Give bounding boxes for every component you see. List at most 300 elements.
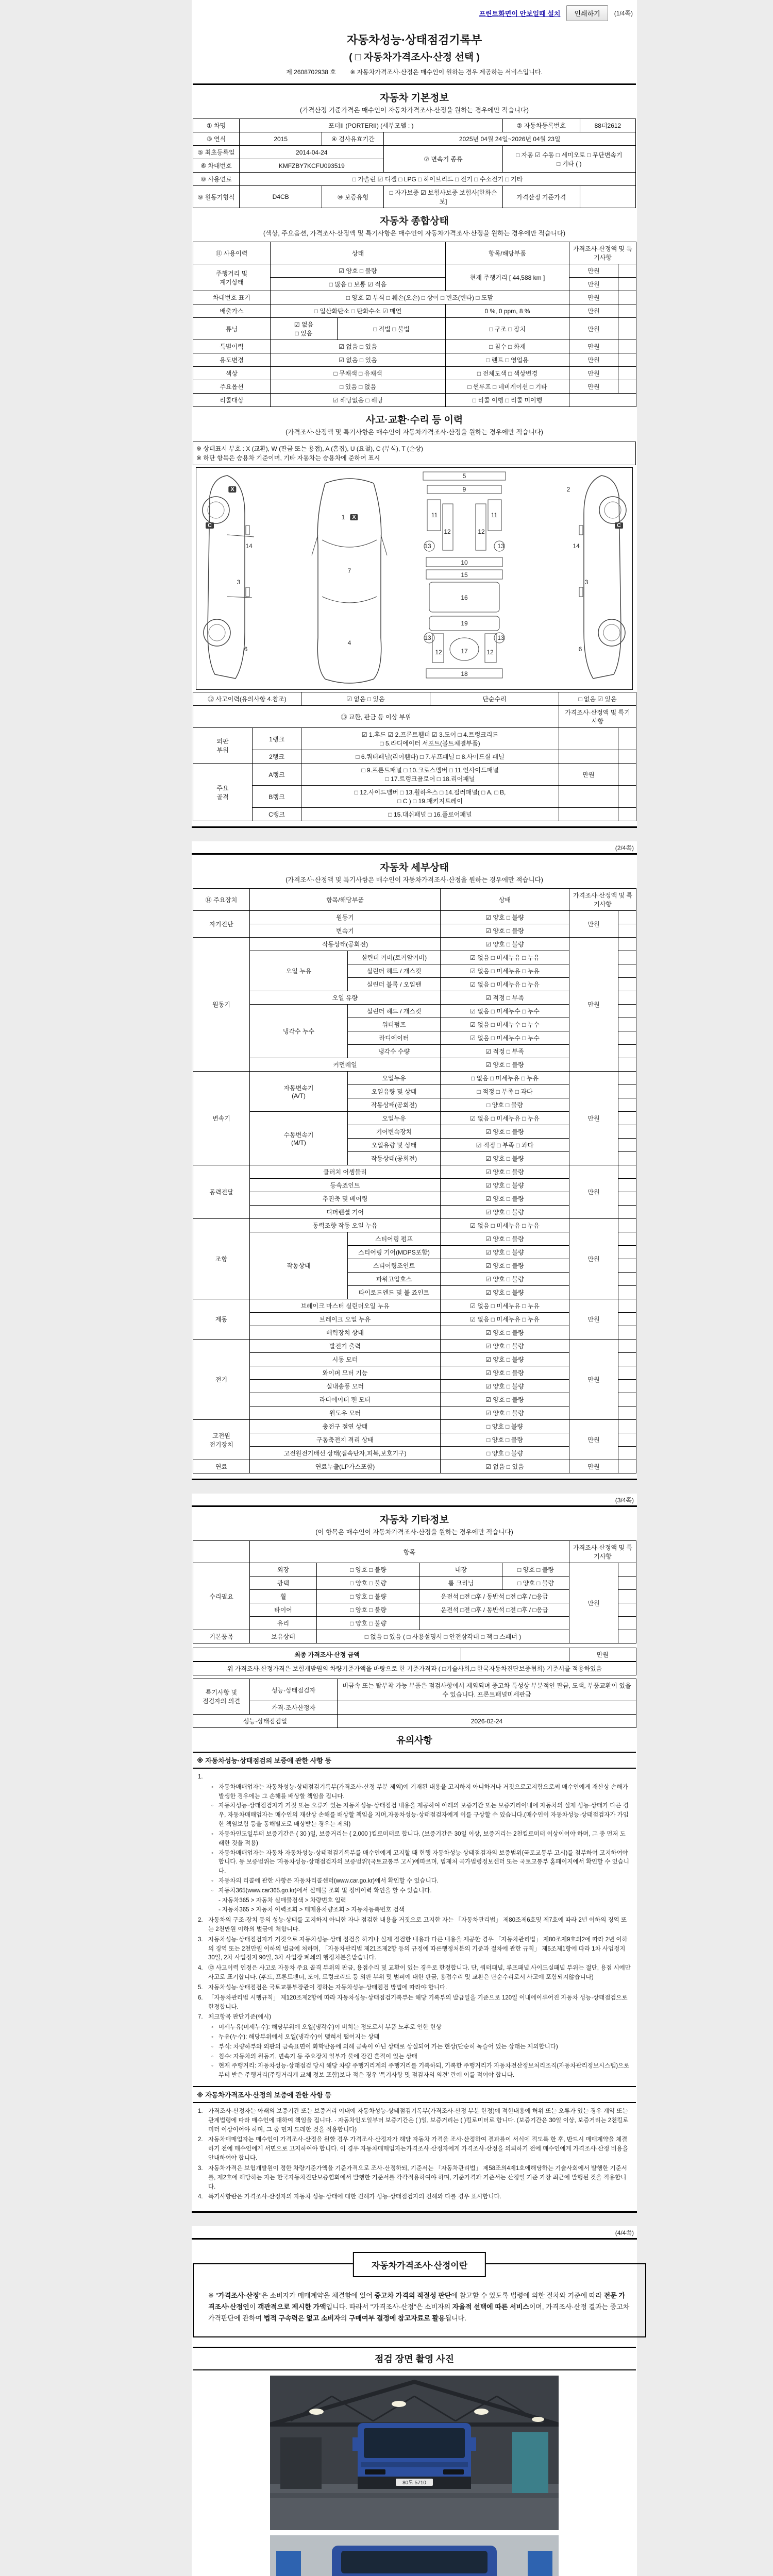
print-toolbar xyxy=(192,0,637,24)
cell-label: 휠 xyxy=(250,1590,317,1603)
checkbox-group[interactable]: ☑ 없음 □ 미세누수 □ 누수 xyxy=(441,1005,569,1018)
panel-number-2: 2 xyxy=(566,486,570,493)
checkbox-group[interactable]: ☑ 양호 □ 불량 xyxy=(441,1179,569,1192)
price-unit-label: 만원 xyxy=(569,353,618,367)
checkbox-group[interactable]: ☑ 양호 □ 불량 xyxy=(441,1125,569,1139)
checkbox-group[interactable]: ☑ 1.후드 ☑ 2.프론트휀더 ☑ 3.도어 □ 4.트렁크리드 □ 5.라디에이터 서포트(볼트체결부품) xyxy=(301,728,559,750)
checkbox-group[interactable]: □ 적정 □ 부족 □ 과다 xyxy=(441,1085,569,1098)
notice-sub-item: ◦ 현재 주행거리: 자동차성능·상태점검 당시 해당 차량 주행거리계의 주행거리를 기록하되, 기록한 주행거리가 자동차전산정보처리조직(자동차관리정보시스템)으로부터 받은 주행거리(주행거리계 교체 정보 포함)보다 적은 경우 '특기사항 및 점검자의 의견' 란에 이를 적어야 합니다. xyxy=(211,2063,630,2079)
notice-sub-item: ◦ 미세누유(미세누수): 해당부위에 오일(냉각수)이 비치는 정도로서 부품 노후로 인한 현상 xyxy=(211,2024,442,2031)
page-1 xyxy=(192,24,637,828)
cell-label: 항목/해당부품 xyxy=(446,242,569,264)
notice-section1-header: ※ 자동차성능·상태점검의 보증에 관한 사항 등 xyxy=(193,1752,636,1769)
cell-label: ③ 연식 xyxy=(193,132,240,146)
notice-sub-item: ◦ 자동차인도일부터 보증기간은 ( 30 )일, 보증거리는 ( 2,000 )킬로미터로 합니다. (보증기간은 30일 이상, 보증거리는 2천킬로미터 이상이어야 하며, 그 중 먼저 도래한 것을 적용) xyxy=(211,1831,626,1846)
cell-label: 상태 xyxy=(441,889,569,911)
cell-label: 고전원 전기장치 xyxy=(193,1420,250,1460)
empty-cell xyxy=(618,1273,636,1286)
empty-cell xyxy=(618,911,636,924)
checkbox-group[interactable]: ☑ 적정 □ 부족 xyxy=(441,991,569,1005)
checkbox-group[interactable]: □ 12.사이드멤버 □ 13.휠하우스 □ 14.필러패널( □ A, □ B, □ C ) □ 19.패키지트레이 xyxy=(301,786,559,808)
cell-label: 실린더 커버(로커암커버) xyxy=(348,951,441,964)
notice-item: 2. 자동차의 구조·장치 등의 성능·상태를 고지하지 아니한 자나 점검한 내용을 거짓으로 고지한 자는 「자동차관리법」 제80조제6호및 제7호에 따라 2년 이하의 징역 또는 2천만원 이하의 벌금에 처합니다. xyxy=(198,1917,627,1933)
checkbox-group[interactable]: 위 가격조사·산정가격은 보험개발원의 차량기준가액을 바탕으로 한 기준가격과 ( □기술사회,□ 한국자동차진단보증협회) 기준서를 적용하였음 xyxy=(193,1662,636,1675)
price-unit-label: 만원 xyxy=(569,1072,618,1165)
cell-label: 가격조사·산정액 및 특기사항 xyxy=(559,706,636,728)
empty-cell xyxy=(461,1648,569,1662)
checkbox-group[interactable]: ☑ 없음 □ 미세누유 □ 누유 xyxy=(441,964,569,978)
empty-cell xyxy=(618,1590,636,1603)
checkbox-group[interactable]: □ 양호 □ 불량 xyxy=(441,1433,569,1447)
inspection-photo-front xyxy=(270,2376,559,2530)
basic-info-table xyxy=(193,118,636,208)
cell-label: ⑩ 보증유형 xyxy=(322,186,384,208)
checkbox-group[interactable]: ☑ 양호 □ 불량 xyxy=(441,1058,569,1072)
etc-info-table xyxy=(193,1540,636,1643)
empty-cell xyxy=(618,367,636,380)
cell-label: 색상 xyxy=(193,367,271,380)
empty-cell xyxy=(618,1085,636,1098)
checkbox-group[interactable]: □ 적법 □ 불법 xyxy=(338,318,446,340)
doc-number: 제 2608702938 호 xyxy=(286,69,336,76)
panel-number-15: 15 xyxy=(461,571,468,579)
checkbox-group[interactable]: □ 양호 □ 불량 xyxy=(502,1577,569,1590)
panel-number-13: 13 xyxy=(424,634,431,641)
cell-label: 차대번호 표기 xyxy=(193,291,271,304)
section-sub-basic: (가격산정 기준가격은 매수인이 자동차가격조사·산정을 원하는 경우에만 적습니다) xyxy=(300,107,529,114)
cell-label: 타이어 xyxy=(250,1603,317,1617)
price-unit-label: 만원 xyxy=(569,1219,618,1299)
empty-cell xyxy=(618,924,636,938)
empty-cell xyxy=(618,764,636,786)
cell-label: 특별이력 xyxy=(193,340,271,353)
checkbox-group[interactable]: ☑ 없음 □ 미세누유 □ 누유 xyxy=(441,951,569,964)
price-unit-label: 만원 xyxy=(569,264,618,278)
cell-label: 동력전달 xyxy=(193,1165,250,1219)
cell-label: 튜닝 xyxy=(193,318,271,340)
panel-number-13: 13 xyxy=(497,634,505,641)
cell-label: 성능·상태점검자 xyxy=(250,1679,338,1701)
checkbox-group[interactable]: ☑ 양호 □ 불량 xyxy=(441,1232,569,1246)
cell-label: ⑬ 교환, 판금 등 이상 부위 xyxy=(193,706,559,728)
empty-cell xyxy=(569,394,636,407)
empty-cell xyxy=(618,1139,636,1152)
checkbox-group[interactable]: □ 가솔린 ☑ 디젤 □ LPG □ 하이브리드 □ 전기 □ 수소전기 □ 기타 xyxy=(240,173,636,186)
notice-item: 5. 자동차성능·상태점검은 국토교통부장관이 정하는 자동차성능·상태점검 방법에 따라야 합니다. xyxy=(198,1984,447,1991)
cell-label: ⑪ 사용이력 xyxy=(193,242,271,264)
notice-sub-item: ◦ 자동차365(www.car365.go.kr)에서 실매물 조회 및 정비이력 확인을 할 수 있습니다. xyxy=(211,1887,432,1894)
checkbox-group[interactable]: ☑ 양호 □ 불량 xyxy=(441,1353,569,1366)
photo1-license-plate: 80도 5710 xyxy=(402,2480,426,2486)
cell-label: 2014-04-24 xyxy=(240,146,384,159)
cell-label: ⑥ 차대번호 xyxy=(193,159,240,173)
checkbox-group[interactable]: □ 양호 ☑ 부식 □ 훼손(오손) □ 상이 □ 변조(변타) □ 도말 xyxy=(271,291,569,304)
checkbox-group[interactable]: ☑ 양호 □ 불량 xyxy=(441,911,569,924)
empty-cell xyxy=(618,808,636,821)
checkbox-group[interactable]: □ 자가보증 ☑ 보험사보증 보험사[한화손보] xyxy=(384,186,502,208)
cell-label: 충전구 절연 상태 xyxy=(250,1420,441,1433)
empty-cell xyxy=(618,1393,636,1406)
damage-code-legend-line2: ※ 하단 항목은 승용차 기준이며, 기타 자동차는 승용차에 준하여 표시 xyxy=(196,454,380,462)
panel-number-5: 5 xyxy=(462,472,466,480)
cell-label: 실린더 블록 / 오일팬 xyxy=(348,978,441,991)
print-button[interactable]: 인쇄하기 xyxy=(566,5,608,21)
cell-label: 현재 주행거리 [ 44,588 km ] xyxy=(446,264,569,291)
price-unit-label: 만원 xyxy=(569,938,618,1072)
cell-label: 변속기 xyxy=(193,1072,250,1165)
notice-sub-item: ◦ 침수: 자동차의 원동기, 변속기 등 주요장치 일부가 물에 잠긴 흔적이 있는 상태 xyxy=(211,2053,417,2060)
empty-cell xyxy=(618,1031,636,1045)
cell-label: 가격조사·산정액 및 특기사항 xyxy=(569,242,636,264)
empty-cell xyxy=(618,1206,636,1219)
checkbox-group[interactable]: ☑ 양호 □ 불량 xyxy=(441,1366,569,1380)
panel-number-12: 12 xyxy=(444,528,451,535)
page-marker-4: (4/4쪽) xyxy=(615,2229,634,2237)
checkbox-group[interactable]: ☑ 양호 □ 불량 xyxy=(441,1406,569,1420)
cell-label: 시동 모터 xyxy=(250,1353,441,1366)
checkbox-group[interactable]: 운전석 □전 □후 / 동반석 □전 □후 / □응급 xyxy=(420,1603,569,1617)
cell-label: 가격·조사산정자 xyxy=(250,1701,338,1715)
checkbox-group[interactable]: ☑ 양호 □ 불량 xyxy=(441,1326,569,1340)
notice-sub-item: - 자동차365 > 자동차 실매물검색 > 차량번호 입력 xyxy=(219,1897,346,1904)
cell-label: 주행거리 및 계기상태 xyxy=(193,264,271,291)
empty-cell xyxy=(618,1045,636,1058)
checkbox-group[interactable]: ☑ 없음 □ 있음 xyxy=(271,353,446,367)
cell-label: 항목/해당부품 xyxy=(250,889,441,911)
checkbox-group[interactable]: □ 없음 □ 미세누유 □ 누유 xyxy=(441,1072,569,1085)
cell-label: 연료누출(LP가스포함) xyxy=(250,1460,441,1473)
empty-cell xyxy=(618,1299,636,1313)
empty-cell xyxy=(618,1259,636,1273)
cell-label: 브레이크 오일 누유 xyxy=(250,1313,441,1326)
cell-label: 2025년 04월 24일~2026년 04월 23일 xyxy=(384,132,636,146)
checkbox-group[interactable]: ☑ 양호 □ 불량 xyxy=(441,1152,569,1165)
checkbox-group[interactable]: ☑ 양호 □ 불량 xyxy=(441,1206,569,1219)
checkbox-group[interactable]: □ 양호 □ 불량 xyxy=(441,1447,569,1460)
cell-label: 주요 골격 xyxy=(193,764,253,821)
empty-cell xyxy=(618,1460,636,1473)
panel-number-17: 17 xyxy=(461,648,468,655)
checkbox-group[interactable]: □ 없음 □ 있음 ( □ 사용설명서 □ 안전삼각대 □ 잭 □ 스패너 ) xyxy=(317,1630,569,1643)
cell-label: 88더2612 xyxy=(580,119,635,132)
panel-number-4: 4 xyxy=(347,639,351,647)
page-marker-1: (1/4쪽) xyxy=(614,10,633,17)
empty-cell xyxy=(618,1366,636,1380)
cell-label: 등속죠인트 xyxy=(250,1179,441,1192)
doc-subtitle-price-option[interactable]: ( □ 자동차가격조사·산정 선택 ) xyxy=(349,52,480,63)
checkbox-group[interactable]: ☑ 양호 □ 불량 xyxy=(441,1286,569,1299)
section-sub-etc: (이 항목은 매수인이 자동차가격조사·산정을 원하는 경우에만 적습니다) xyxy=(315,1529,513,1536)
empty-cell xyxy=(618,1313,636,1326)
checkbox-group[interactable]: 운전석 □전 □후 / 동반석 □전 □후 / □응급 xyxy=(420,1590,569,1603)
checkbox-group[interactable]: ☑ 적정 □ 부족 xyxy=(441,1045,569,1058)
panel-number-12: 12 xyxy=(435,649,442,656)
checkbox-group[interactable]: □ 구조 □ 장치 xyxy=(446,318,569,340)
checkbox-group[interactable]: □ 일산화탄소 □ 탄화수소 ☑ 매연 xyxy=(271,304,446,318)
price-survey-explain-title: 자동차가격조사·산정이란 xyxy=(353,2252,486,2277)
notice-item: 3. 자동차가격은 보험개발원이 정한 차량기준가액을 기준가격으로 조사·산정하되, 기준서는 「자동차관리법」 제58조의4제1호에해당하는 기술사회에서 발행한 기준서를, 제2호에 해당하는 자는 한국자동차진단보증협회에서 발행한 기준서를 각각적용하여야 하며, 기준가격과 기준서는 산정일 기준 가장 최근에 발행된 것을 적용합니다. xyxy=(198,2165,627,2190)
panel-number-1: 1 xyxy=(341,514,345,521)
panel-number-16: 16 xyxy=(461,594,468,601)
page-2 xyxy=(192,853,637,1480)
checkbox-group[interactable]: ☑ 없음 □ 미세누유 □ 누유 xyxy=(441,1313,569,1326)
cell-label: 스티어링조인트 xyxy=(348,1259,441,1273)
cell-label: 스티어링 기어(MDPS포함) xyxy=(348,1246,441,1259)
section-title-overall: 자동차 종합상태 xyxy=(380,216,449,227)
empty-cell xyxy=(618,728,636,750)
empty-cell xyxy=(618,1125,636,1139)
empty-cell xyxy=(618,1018,636,1031)
page-3 xyxy=(192,1505,637,2213)
cell-label: 외판 부위 xyxy=(193,728,253,764)
panel-number-12: 12 xyxy=(478,528,485,535)
cell-label: ④ 검사유효기간 xyxy=(322,132,384,146)
section-title-detail: 자동차 세부상태 xyxy=(380,862,449,873)
cell-label: 용도변경 xyxy=(193,353,271,367)
notice-item: 3. 자동차성능·상태점검자가 거짓으로 자동차성능·상태 점검을 하거나 실제 점검한 내용과 다른 내용을 제공한 경우 「자동차관리법」 제80조제9호의2에 따라 2년 이하의 징역 또는 2천만원 이하의 벌금에 처하며, 「자동차관리법 제21조제2항 등의 규정에 따른행정처분의 기준과 절차에 관한 규칙」 제5조제1항에 따라 1차 사업정지 30일, 2차 사업정지 90일, 3차 사업장 폐쇄의 행정처분을받습니다. xyxy=(198,1936,628,1961)
checkbox-group[interactable]: □ 양호 □ 불량 xyxy=(502,1563,569,1577)
checkbox-group[interactable]: □ 렌트 □ 영업용 xyxy=(446,353,569,367)
checkbox-group[interactable]: ☑ 양호 □ 불량 xyxy=(441,924,569,938)
checkbox-group[interactable]: □ 침수 □ 화재 xyxy=(446,340,569,353)
cell-label: 작동상태(공회전) xyxy=(348,1098,441,1112)
panel-number-11: 11 xyxy=(431,512,438,519)
checkbox-group[interactable]: □ 양호 □ 불량 xyxy=(317,1617,420,1630)
inspector-opinion-table xyxy=(193,1679,636,1728)
empty-cell xyxy=(618,1165,636,1179)
cell-label: 디퍼렌셜 기어 xyxy=(250,1206,441,1219)
cell-label: 오일 누유 xyxy=(250,951,348,991)
empty-cell xyxy=(618,380,636,394)
price-unit-label: 만원 xyxy=(569,380,618,394)
empty-cell xyxy=(420,1617,569,1630)
checkbox-group[interactable]: ☑ 없음 □ 미세누유 □ 누유 xyxy=(441,978,569,991)
damage-mark-C: C xyxy=(206,522,214,529)
cell-label: 외장 xyxy=(250,1563,317,1577)
cell-label: 오일유량 및 상태 xyxy=(348,1085,441,1098)
cell-label: 기어변속장치 xyxy=(348,1125,441,1139)
price-survey-explain-box xyxy=(193,2263,646,2337)
checkbox-group[interactable]: ☑ 적정 □ 부족 □ 과다 xyxy=(441,1139,569,1152)
accident-history-table xyxy=(193,692,636,821)
cell-label: 윈도우 모터 xyxy=(250,1406,441,1420)
price-unit-label: 만원 xyxy=(569,1299,618,1340)
cell-label: 실내송풍 모터 xyxy=(250,1380,441,1393)
cell-label: 와이퍼 모터 기능 xyxy=(250,1366,441,1380)
checkbox-group[interactable]: ☑ 없음 □ 있음 xyxy=(271,340,446,353)
empty-cell xyxy=(618,1406,636,1420)
empty-cell xyxy=(618,1380,636,1393)
empty-cell xyxy=(618,991,636,1005)
price-unit-label: 만원 xyxy=(569,911,618,938)
empty-cell xyxy=(559,786,618,808)
checkbox-group[interactable]: □ 양호 □ 불량 xyxy=(441,1420,569,1433)
checkbox-group[interactable]: ☑ 양호 □ 불량 xyxy=(441,1165,569,1179)
damage-mark-X: X xyxy=(350,514,358,520)
price-unit-label: 만원 xyxy=(569,1563,618,1643)
checkbox-group[interactable]: ☑ 양호 □ 불량 xyxy=(441,1246,569,1259)
checkbox-group[interactable]: □ 9.프론트패널 □ 10.크로스멤버 □ 11.인사이드패널 □ 17.트렁크플로어 □ 18.리어패널 xyxy=(301,764,559,786)
checkbox-group[interactable]: □ 양호 □ 불량 xyxy=(441,1098,569,1112)
checkbox-group[interactable]: ☑ 양호 □ 불량 xyxy=(441,938,569,951)
cell-label: 리콜대상 xyxy=(193,394,271,407)
cell-label: KMFZBY7KCFU093519 xyxy=(240,159,384,173)
price-unit-label: 만원 xyxy=(569,1648,636,1662)
cell-label: ⑧ 사용연료 xyxy=(193,173,240,186)
cell-label: ⑤ 최초등록일 xyxy=(193,146,240,159)
overall-state-table xyxy=(193,242,636,407)
notice-item: 1. xyxy=(198,1774,203,1780)
notice-item: 2. 자동차매매업자는 매수인이 가격조사·산정을 원할 경우 가격조사·산정자가 해당 자동차 가격을 조사·산정하여 결과를이 서식에 적도록 한 후, 반드시 매매계약을 체결하기 전에 매수인에게 서면으로 고지하여야 합니다. 이 경우 자동차매매업자는가격조사·산정자에게 가격조사·산정을 의뢰하기 전에 매수인에게 가격조사·산정 비용을 안내하여야 합니다. xyxy=(198,2137,628,2162)
cell-label: 수동변속기 (M/T) xyxy=(250,1112,348,1165)
cell-label: D4CB xyxy=(240,186,322,208)
notice-item: 6. 「자동차관리법 시행규칙」 제120조제2항에 따라 자동차성능·상태점검기록부는 해당 기록부의 발급일을 기준으로 120일 이내에이루어진 자동차 성능·상태점검으로 한정합니다. xyxy=(198,1994,628,2010)
empty-cell xyxy=(618,304,636,318)
panel-number-3: 3 xyxy=(237,579,241,586)
checkbox-group[interactable]: ☑ 양호 □ 불량 xyxy=(441,1393,569,1406)
checkbox-group[interactable]: □ 15.대쉬패널 □ 16.플로어패널 xyxy=(301,808,559,821)
cell-label: B랭크 xyxy=(253,786,301,808)
checkbox-group[interactable]: □ 양호 □ 불량 xyxy=(317,1563,420,1577)
checkbox-group[interactable]: □ 6.쿼터패널(리어휀다) □ 7.루프패널 □ 8.사이드실 패널 xyxy=(301,750,559,764)
cell-label: 냉각수 누수 xyxy=(250,1005,348,1058)
page-4 xyxy=(192,2238,637,2576)
empty-cell xyxy=(618,1447,636,1460)
panel-number-6: 6 xyxy=(244,646,248,653)
notice-item: 7. 체크항목 판단기준(예시) xyxy=(198,2014,271,2021)
checkbox-group[interactable]: □ 양호 □ 불량 xyxy=(317,1577,420,1590)
page-marker-3: (3/4쪽) xyxy=(615,1497,634,1504)
cell-label: 커먼레일 xyxy=(250,1058,441,1072)
checkbox-group[interactable]: ☑ 양호 □ 불량 xyxy=(441,1340,569,1353)
cell-label: 원동기 xyxy=(193,938,250,1072)
checkbox-group[interactable]: ☑ 해당없음 □ 해당 xyxy=(271,394,446,407)
checkbox-group[interactable]: ☑ 없음 □ 미세누수 □ 누수 xyxy=(441,1018,569,1031)
cell-label: 라디에이터 xyxy=(348,1031,441,1045)
empty-cell xyxy=(618,1340,636,1353)
checkbox-group[interactable]: □ 자동 ☑ 수동 □ 세미오토 □ 무단변속기 □ 기타 ( ) xyxy=(502,146,635,173)
checkbox-group[interactable]: □ 많음 □ 보통 ☑ 적음 xyxy=(271,278,446,291)
empty-cell xyxy=(618,786,636,808)
cell-label: 배력장치 상태 xyxy=(250,1326,441,1340)
cell-label: 상태 xyxy=(271,242,446,264)
cell-label: 실린더 헤드 / 개스킷 xyxy=(348,1005,441,1018)
empty-cell xyxy=(618,1232,636,1246)
checkbox-group[interactable]: ☑ 없음 □ 있음 xyxy=(271,318,338,340)
cell-label: ① 차명 xyxy=(193,119,240,132)
checkbox-group[interactable]: □ 전체도색 □ 색상변경 xyxy=(446,367,569,380)
damage-code-legend-line1: ※ 상태표시 부호 : X (교환), W (판금 또는 용접), A (흠집), U (요철), C (부식), T (손상) xyxy=(196,445,423,452)
checkbox-group[interactable]: □ 없음 ☑ 있음 xyxy=(559,692,636,706)
doc-service-note: ※ 자동차가격조사·산정은 매수인이 원하는 경우 제공하는 서비스입니다. xyxy=(350,69,543,76)
panel-number-12: 12 xyxy=(486,649,494,656)
checkbox-group[interactable]: ☑ 양호 □ 불량 xyxy=(441,1192,569,1206)
cell-label: 워터펌프 xyxy=(348,1018,441,1031)
vehicle-damage-diagram[interactable] xyxy=(196,467,633,690)
panel-number-14: 14 xyxy=(573,543,580,550)
empty-cell xyxy=(618,938,636,951)
notice-sub-item: ◦ 누유(누수): 해당부위에서 오일(냉각수)이 맺혀서 떨어지는 상태 xyxy=(211,2033,380,2040)
empty-cell xyxy=(618,1005,636,1018)
checkbox-group[interactable]: ☑ 없음 □ 미세누유 □ 누유 xyxy=(441,1299,569,1313)
price-unit-label: 만원 xyxy=(559,764,618,786)
empty-cell xyxy=(618,1563,636,1577)
notice-section2-body xyxy=(193,2103,636,2206)
empty-cell xyxy=(618,951,636,964)
price-unit-label: 만원 xyxy=(569,367,618,380)
empty-cell xyxy=(618,1353,636,1366)
checkbox-group[interactable]: □ 양호 □ 불량 xyxy=(317,1603,420,1617)
cell-label: 기본품목 xyxy=(193,1630,250,1643)
section-sub-overall: (색상, 주요옵션, 가격조사·산정액 및 특기사항은 매수인이 자동차가격조사·산정을 원하는 경우에만 적습니다) xyxy=(263,230,566,237)
empty-cell xyxy=(618,264,636,278)
empty-cell xyxy=(618,1192,636,1206)
price-unit-label: 만원 xyxy=(569,1340,618,1420)
checkbox-group[interactable]: ☑ 없음 □ 미세누유 □ 누유 xyxy=(441,1112,569,1125)
empty-cell xyxy=(193,1541,250,1563)
doc-number-line xyxy=(193,67,636,83)
empty-cell xyxy=(618,278,636,291)
checkbox-group[interactable]: ☑ 없음 □ 있음 xyxy=(301,692,430,706)
notice-item: 4. ⑫ 사고이력 인정은 사고로 자동차 주요 골격 부위의 판금, 용접수리 및 교환이 있는 경우로 한정합니다. 단, 쿼터패널, 루프패널,사이드실패널 부위는 절단, 용접 시에만 사고로 표기합니다. (후드, 프론트펜더, 도어, 트렁크리드 등 외판 부위 및 범퍼에 대한 판금, 용접수리 및 교환은 단순수리로서 사고에 포함되지않습니다) xyxy=(198,1965,631,1981)
checkbox-group[interactable]: ☑ 없음 □ 있음 xyxy=(441,1460,569,1473)
panel-number-9: 9 xyxy=(462,486,466,493)
cell-label: 포터II (PORTERII) (세부모델 : ) xyxy=(240,119,503,132)
cell-label: ⑨ 원동기형식 xyxy=(193,186,240,208)
cell-label: 항목 xyxy=(250,1541,569,1563)
notice-section2-header: ※ 자동차가격조사·산정의 보증에 관한 사항 등 xyxy=(193,2086,636,2103)
cell-label: 배출가스 xyxy=(193,304,271,318)
checkbox-group[interactable]: ☑ 양호 □ 불량 xyxy=(441,1380,569,1393)
section-title-etc: 자동차 기타정보 xyxy=(380,1515,449,1526)
price-unit-label: 만원 xyxy=(569,1420,618,1460)
print-install-link[interactable]: 프린트화면이 안보일때 설치 xyxy=(479,10,561,18)
doc-title: 자동차성능·상태점검기록부 xyxy=(346,33,482,46)
checkbox-group[interactable]: ☑ 양호 □ 불량 xyxy=(271,264,446,278)
checkbox-group[interactable]: □ 썬루프 □ 네비게이션 □ 기타 xyxy=(446,380,569,394)
checkbox-group[interactable]: □ 양호 □ 불량 xyxy=(317,1590,420,1603)
panel-number-14: 14 xyxy=(245,543,253,550)
checkbox-group[interactable]: ☑ 양호 □ 불량 xyxy=(441,1273,569,1286)
cell-label: 광택 xyxy=(250,1577,317,1590)
panel-number-11: 11 xyxy=(491,512,498,519)
checkbox-group[interactable]: ☑ 없음 □ 미세누유 □ 누유 xyxy=(441,1219,569,1232)
cell-label: 2026-02-24 xyxy=(338,1715,636,1728)
checkbox-group[interactable]: □ 리콜 이행 □ 리콜 미이행 xyxy=(446,394,569,407)
cell-label: ⑭ 주요장치 xyxy=(193,889,250,911)
checkbox-group[interactable]: ☑ 양호 □ 불량 xyxy=(441,1259,569,1273)
empty-cell xyxy=(559,808,618,821)
notices-title: 유의사항 xyxy=(396,1735,432,1745)
panel-number-10: 10 xyxy=(461,559,468,566)
empty-cell xyxy=(618,1603,636,1617)
notice-sub-item: ◦ 자동차성능·상태점검자가 거짓 또는 오류가 있는 자동차성능·상태점검 내용을 제공하여 아래의 보증기간 또는 보증거리이내에 자동차의 실제 성능·상태가 다른 경우, 자동차매매업자는 매수인의 재산상 손해를 배상할 책임을 지며,자동차성능·상태점검자에게 이를 구상할 수 있습니다.(매수인이 자동차성능·상태점검자가 가입한 책임보험 등을 통해별도로 배상받는 경우는 제외) xyxy=(211,1803,629,1828)
checkbox-group[interactable]: ☑ 없음 □ 미세누수 □ 누수 xyxy=(441,1031,569,1045)
cell-label: 작동상태(공회전) xyxy=(250,938,441,951)
checkbox-group[interactable]: □ 있음 □ 없음 xyxy=(271,380,446,394)
checkbox-group[interactable]: □ 무채색 □ 유채색 xyxy=(271,367,446,380)
empty-cell xyxy=(618,1058,636,1072)
section-title-basic: 자동차 기본정보 xyxy=(380,93,449,104)
cell-label: 자동변속기 (A/T) xyxy=(250,1072,348,1112)
damage-mark-C: C xyxy=(615,522,623,529)
empty-cell xyxy=(618,1286,636,1299)
detail-state-table xyxy=(193,888,636,1473)
cell-label: 원동기 xyxy=(250,911,441,924)
price-unit-label: 만원 xyxy=(569,304,618,318)
cell-label: 조향 xyxy=(193,1219,250,1299)
panel-number-7: 7 xyxy=(347,567,351,574)
